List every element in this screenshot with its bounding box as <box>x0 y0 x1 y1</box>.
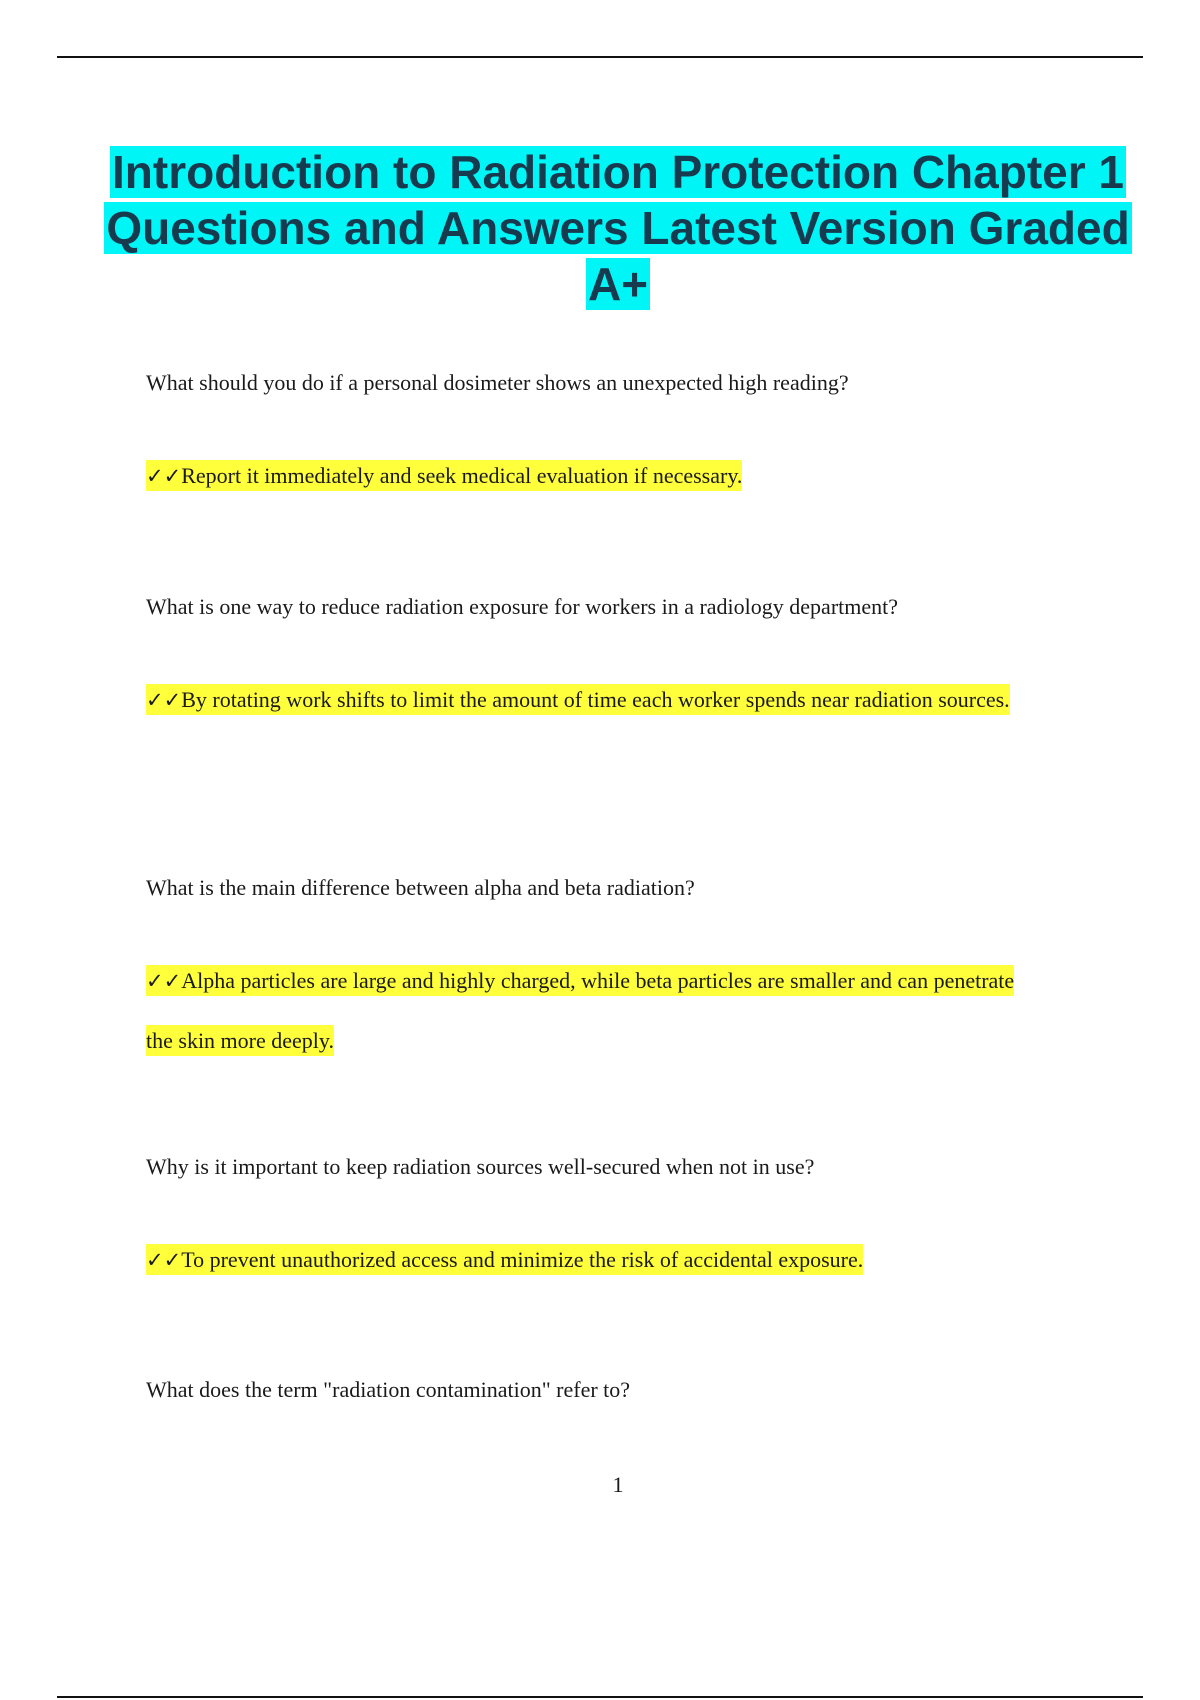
answer-text: Report it immediately and seek medical evaluation if necessary. <box>181 463 743 488</box>
answer-highlight <box>146 684 1010 715</box>
double-check-icon: ✓✓ <box>146 969 182 993</box>
answer-text: By rotating work shifts to limit the amount of time each worker spends near radiation sources. <box>181 687 1010 712</box>
qa-item <box>146 370 1046 506</box>
question-text: Why is it important to keep radiation sources well-secured when not in use? <box>146 1154 815 1179</box>
page-number: 1 <box>612 1472 624 1497</box>
answer-highlight <box>146 965 1014 1056</box>
answer-block <box>146 670 1046 730</box>
qa-item <box>146 594 1046 730</box>
answer-block <box>146 951 1046 1071</box>
answer-text: Alpha particles are large and highly charged, while beta particles are smaller and can penetrate the skin more deeply. <box>146 968 1015 1053</box>
answer-highlight <box>146 1244 863 1275</box>
header-rule <box>57 56 1143 58</box>
question-text: What is the main difference between alpha and beta radiation? <box>146 875 695 900</box>
answer-highlight <box>146 460 742 491</box>
qa-item <box>146 1377 1046 1403</box>
double-check-icon: ✓✓ <box>146 464 182 488</box>
document-title-text: Introduction to Radiation Protection Chapter 1 Questions and Answers Latest Version Graded A+ <box>106 146 1130 310</box>
double-check-icon: ✓✓ <box>146 1248 182 1272</box>
question-text: What does the term "radiation contamination" refer to? <box>146 1377 631 1402</box>
answer-block <box>146 1230 1046 1290</box>
qa-item <box>146 1154 1046 1290</box>
footer-rule <box>57 1696 1143 1698</box>
question-text: What is one way to reduce radiation exposure for workers in a radiology department? <box>146 594 899 619</box>
double-check-icon: ✓✓ <box>146 688 182 712</box>
question-text: What should you do if a personal dosimeter shows an unexpected high reading? <box>146 370 849 395</box>
document-title <box>100 144 1136 312</box>
qa-item <box>146 875 1046 1071</box>
answer-text: To prevent unauthorized access and minimize the risk of accidental exposure. <box>181 1247 864 1272</box>
answer-block <box>146 446 1046 506</box>
